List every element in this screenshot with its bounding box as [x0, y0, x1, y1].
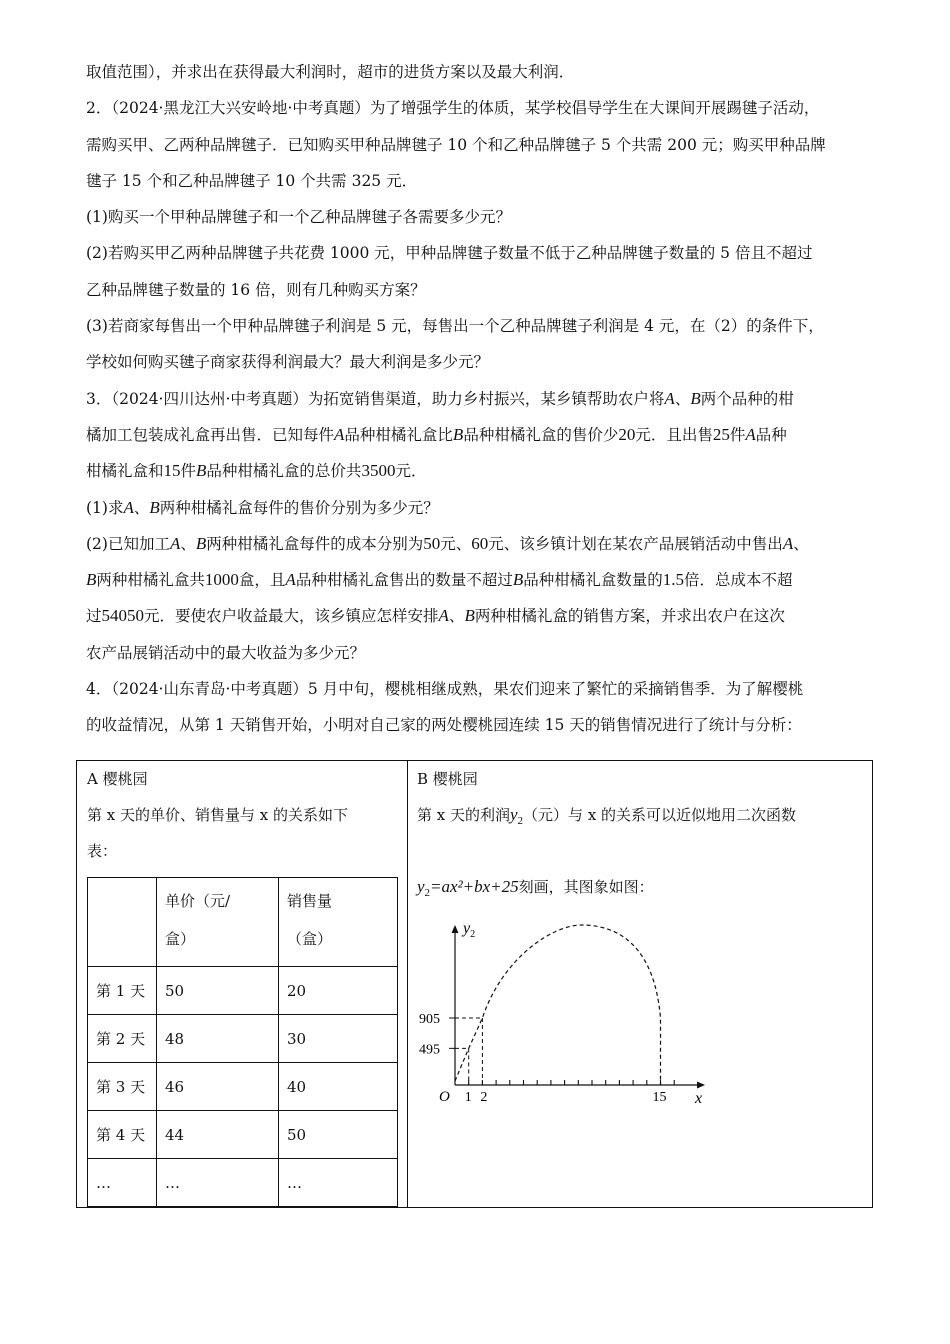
panel-b [417, 761, 867, 905]
y-axis-arrow-icon [452, 925, 459, 933]
header-cell-empty [88, 878, 157, 967]
day-cell: … [88, 1159, 157, 1207]
tick-labels [419, 1012, 667, 1105]
panel-b-formula: $y_2=ax^2+bx+25$刻画，其图象如图： [417, 877, 654, 899]
q3-title: 3．（2024·四川达州·中考真题）为拓宽销售渠道，助力乡村振兴，某乡镇帮助农户将A、B两个品种的柑 [86, 388, 794, 408]
q3-part-2: (2)已知加工A、B两种柑橘礼盒每件的成本分别为50元、60元、该乡镇计划在某农产品展销活动中售出A、 [86, 533, 809, 553]
table-row [88, 1111, 398, 1159]
q4-title: 4．（2024·山东青岛·中考真题）5 月中旬，樱桃相继成熟，果农们迎来了繁忙的采摘销售季．为了解樱桃 [86, 680, 804, 699]
panel-b-title: B 樱桃园 [417, 770, 478, 788]
text-line: 乙种品牌毽子数量的 16 倍，则有几种购买方案？ [86, 280, 426, 299]
text-line: 的收益情况，从第 1 天销售开始，小明对自己家的两处樱桃园连续 15 天的销售情况进行了统计与分析： [86, 716, 802, 735]
x-axis-ticks [469, 1080, 675, 1085]
table-header-row [88, 878, 398, 967]
x-tick-label: 1 [464, 1090, 472, 1105]
qty-cell: 20 [279, 967, 398, 1015]
header-cell-qty: 销售量 （盒） [279, 878, 398, 967]
day-cell: 第 2 天 [88, 1015, 157, 1063]
y2-curve [455, 925, 661, 1085]
table-row [88, 1015, 398, 1063]
text-line: 过54050元．要使农户收益最大，该乡镇应怎样安排A、B两种柑橘礼盒的销售方案，并求出农户在这次 [86, 606, 785, 626]
x-axis-label: x [695, 1090, 703, 1107]
table-row [88, 1159, 398, 1207]
text-line: 橘加工包装成礼盒再出售．已知每件A品种柑橘礼盒比B品种柑橘礼盒的售价少20元．且出售25件A品种 [86, 424, 787, 444]
text-line: 取值范围），并求出在获得最大利润时，超市的进货方案以及最大利润． [86, 63, 575, 81]
qty-cell: … [279, 1159, 398, 1207]
panel-a [87, 761, 399, 869]
price-cell: 50 [157, 967, 279, 1015]
day-cell: 第 4 天 [88, 1111, 157, 1159]
panel-a-desc: 第 x 天的单价、销售量与 x 的关系如下 [87, 806, 348, 824]
x-tick-label: 2 [480, 1090, 488, 1105]
panel-b-desc: 第 x 天的利润$y_2$（元）与 x 的关系可以近似地用二次函数 [417, 805, 797, 827]
text-line: 学校如何购买毽子商家获得利润最大？最大利润是多少元？ [86, 353, 490, 372]
qty-cell: 40 [279, 1063, 398, 1111]
y-tick-label: 905 [419, 1012, 440, 1027]
x-axis-arrow-icon [697, 1082, 705, 1089]
qty-cell: 50 [279, 1111, 398, 1159]
price-sales-table [87, 877, 398, 1207]
text-line: 需购买甲、乙两种品牌毽子．已知购买甲种品牌毽子 10 个和乙种品牌毽子 5 个共需 200 元；购买甲种品牌 [86, 135, 826, 154]
panel-a-desc: 表： [87, 842, 118, 860]
day-cell: 第 3 天 [88, 1063, 157, 1111]
y-axis-label: $y_2$ [463, 920, 476, 940]
qty-cell: 30 [279, 1015, 398, 1063]
q2-part-2: (2)若购买甲乙两种品牌毽子共花费 1000 元，甲种品牌毽子数量不低于乙种品牌毽子数量的 5 倍且不超过 [86, 244, 813, 263]
header-cell-price: 单价（元/ 盒） [157, 878, 279, 967]
q2-part-1: (1)购买一个甲种品牌毽子和一个乙种品牌毽子各需要多少元？ [86, 208, 511, 227]
text-line: 农产品展销活动中的最大收益为多少元？ [86, 643, 366, 662]
y2-graph [417, 913, 717, 1113]
x-tick-label: 15 [652, 1090, 667, 1105]
price-cell: 48 [157, 1015, 279, 1063]
text-line: B两种柑橘礼盒共1000盒，且A品种柑橘礼盒售出的数量不超过B品种柑橘礼盒数量的1.5倍．总成本不超 [86, 570, 793, 590]
q2-title: 2．（2024·黑龙江大兴安岭地·中考真题）为了增强学生的体质，某学校倡导学生在大课间开展踢毽子活动， [86, 99, 820, 118]
panel-a-title: A 樱桃园 [87, 770, 148, 788]
text-line: 毽子 15 个和乙种品牌毽子 10 个共需 325 元． [86, 171, 418, 190]
q3-part-1: (1)求A、B两种柑橘礼盒每件的售价分别为多少元？ [86, 497, 439, 517]
q2-part-3: (3)若商家每售出一个甲种品牌毽子利润是 5 元，每售出一个乙种品牌毽子利润是 4 元，在（2）的条件下， [86, 317, 824, 336]
table-row [88, 967, 398, 1015]
origin-label: O [439, 1089, 450, 1105]
day-cell: 第 1 天 [88, 967, 157, 1015]
price-cell: … [157, 1159, 279, 1207]
price-cell: 44 [157, 1111, 279, 1159]
table-row [88, 1063, 398, 1111]
problem-text [86, 54, 876, 744]
price-cell: 46 [157, 1063, 279, 1111]
text-line: 柑橘礼盒和15件B品种柑橘礼盒的总价共3500元． [86, 461, 427, 481]
y-tick-label: 495 [419, 1042, 440, 1058]
column-divider [407, 761, 408, 1207]
orchard-comparison-box [76, 760, 873, 1208]
